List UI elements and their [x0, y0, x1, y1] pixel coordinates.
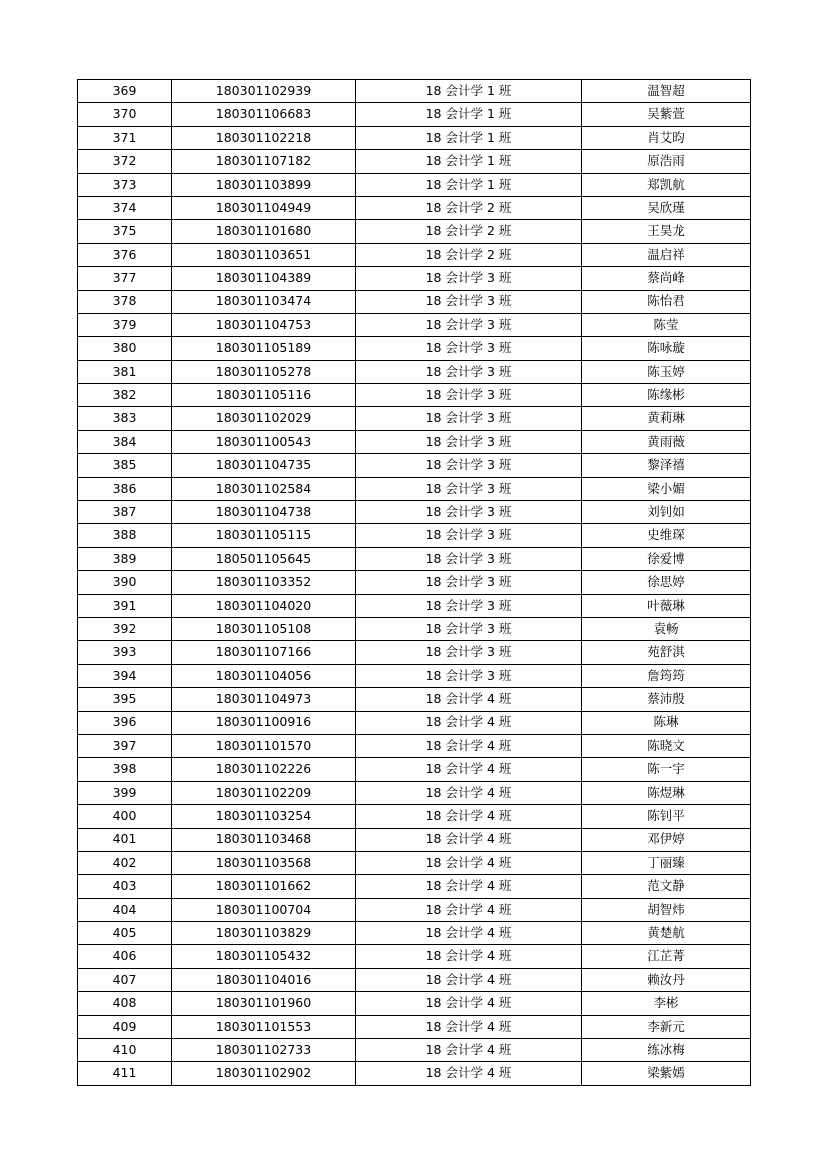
- student-name-cell: 苑舒淇: [582, 641, 751, 664]
- table-row: [78, 384, 751, 407]
- student-id-cell: 180301107182: [172, 150, 356, 173]
- student-id-cell: 180301103474: [172, 290, 356, 313]
- class-name-cell: 18 会计学 3 班: [356, 337, 582, 360]
- row-number-cell: 371: [78, 126, 172, 149]
- class-name-cell: 18 会计学 1 班: [356, 103, 582, 126]
- student-name-cell: 温启祥: [582, 243, 751, 266]
- student-name-cell: 陈一宇: [582, 758, 751, 781]
- row-number-cell: 394: [78, 664, 172, 687]
- class-name-cell: 18 会计学 2 班: [356, 220, 582, 243]
- student-name-cell: 陈琳: [582, 711, 751, 734]
- student-name-cell: 梁小媚: [582, 477, 751, 500]
- row-number-cell: 410: [78, 1039, 172, 1062]
- class-name-cell: 18 会计学 3 班: [356, 313, 582, 336]
- student-name-cell: 吴欣瑾: [582, 196, 751, 219]
- table-row: [78, 828, 751, 851]
- student-id-cell: 180301103254: [172, 805, 356, 828]
- table-row: [78, 617, 751, 640]
- student-id-cell: 180301103651: [172, 243, 356, 266]
- student-name-cell: 梁紫嫣: [582, 1062, 751, 1085]
- row-number-cell: 393: [78, 641, 172, 664]
- student-id-cell: 180301101553: [172, 1015, 356, 1038]
- student-name-cell: 刘钊如: [582, 501, 751, 524]
- row-number-cell: 399: [78, 781, 172, 804]
- table-row: [78, 547, 751, 570]
- student-id-cell: 180301105115: [172, 524, 356, 547]
- table-row: [78, 337, 751, 360]
- table-row: [78, 664, 751, 687]
- student-id-cell: 180301105108: [172, 617, 356, 640]
- table-row: [78, 922, 751, 945]
- class-name-cell: 18 会计学 2 班: [356, 196, 582, 219]
- student-id-cell: 180501105645: [172, 547, 356, 570]
- class-name-cell: 18 会计学 3 班: [356, 664, 582, 687]
- student-name-cell: 郑凯航: [582, 173, 751, 196]
- table-row: [78, 758, 751, 781]
- student-id-cell: 180301104389: [172, 267, 356, 290]
- row-number-cell: 405: [78, 922, 172, 945]
- table-row: [78, 851, 751, 874]
- student-id-cell: 180301100916: [172, 711, 356, 734]
- student-id-cell: 180301107166: [172, 641, 356, 664]
- table-row: [78, 126, 751, 149]
- class-name-cell: 18 会计学 4 班: [356, 688, 582, 711]
- class-name-cell: 18 会计学 1 班: [356, 126, 582, 149]
- row-number-cell: 406: [78, 945, 172, 968]
- row-number-cell: 380: [78, 337, 172, 360]
- student-name-cell: 王昊龙: [582, 220, 751, 243]
- class-name-cell: 18 会计学 3 班: [356, 477, 582, 500]
- student-name-cell: 丁丽臻: [582, 851, 751, 874]
- student-id-cell: 180301104020: [172, 594, 356, 617]
- row-number-cell: 401: [78, 828, 172, 851]
- student-name-cell: 范文静: [582, 875, 751, 898]
- student-name-cell: 徐爱博: [582, 547, 751, 570]
- roster-body: [78, 80, 751, 1086]
- student-name-cell: 陈咏璇: [582, 337, 751, 360]
- table-row: [78, 524, 751, 547]
- table-row: [78, 641, 751, 664]
- table-row: [78, 805, 751, 828]
- class-name-cell: 18 会计学 3 班: [356, 430, 582, 453]
- row-number-cell: 391: [78, 594, 172, 617]
- student-name-cell: 邓伊婷: [582, 828, 751, 851]
- student-id-cell: 180301101680: [172, 220, 356, 243]
- row-number-cell: 407: [78, 968, 172, 991]
- row-number-cell: 392: [78, 617, 172, 640]
- table-row: [78, 501, 751, 524]
- row-number-cell: 403: [78, 875, 172, 898]
- table-row: [78, 360, 751, 383]
- student-name-cell: 陈玉婷: [582, 360, 751, 383]
- table-row: [78, 173, 751, 196]
- student-id-cell: 180301100704: [172, 898, 356, 921]
- table-row: [78, 196, 751, 219]
- table-row: [78, 992, 751, 1015]
- table-row: [78, 945, 751, 968]
- row-number-cell: 383: [78, 407, 172, 430]
- student-id-cell: 180301104735: [172, 454, 356, 477]
- student-name-cell: 李彬: [582, 992, 751, 1015]
- student-id-cell: 180301102902: [172, 1062, 356, 1085]
- student-id-cell: 180301102029: [172, 407, 356, 430]
- class-name-cell: 18 会计学 3 班: [356, 571, 582, 594]
- student-name-cell: 詹筠筠: [582, 664, 751, 687]
- class-name-cell: 18 会计学 3 班: [356, 524, 582, 547]
- table-row: [78, 313, 751, 336]
- class-name-cell: 18 会计学 4 班: [356, 1015, 582, 1038]
- student-name-cell: 陈晓文: [582, 734, 751, 757]
- table-row: [78, 875, 751, 898]
- table-row: [78, 711, 751, 734]
- table-row: [78, 430, 751, 453]
- class-name-cell: 18 会计学 4 班: [356, 922, 582, 945]
- table-row: [78, 290, 751, 313]
- row-number-cell: 375: [78, 220, 172, 243]
- table-row: [78, 968, 751, 991]
- class-name-cell: 18 会计学 1 班: [356, 173, 582, 196]
- student-name-cell: 陈怡君: [582, 290, 751, 313]
- table-row: [78, 103, 751, 126]
- row-number-cell: 373: [78, 173, 172, 196]
- class-name-cell: 18 会计学 3 班: [356, 594, 582, 617]
- student-id-cell: 180301105432: [172, 945, 356, 968]
- student-id-cell: 180301105278: [172, 360, 356, 383]
- student-name-cell: 蔡尚峰: [582, 267, 751, 290]
- student-id-cell: 180301102939: [172, 80, 356, 103]
- row-number-cell: 386: [78, 477, 172, 500]
- row-number-cell: 374: [78, 196, 172, 219]
- row-number-cell: 382: [78, 384, 172, 407]
- class-name-cell: 18 会计学 4 班: [356, 805, 582, 828]
- table-row: [78, 80, 751, 103]
- table-row: [78, 150, 751, 173]
- class-name-cell: 18 会计学 4 班: [356, 851, 582, 874]
- student-id-cell: 180301102733: [172, 1039, 356, 1062]
- row-number-cell: 400: [78, 805, 172, 828]
- class-name-cell: 18 会计学 1 班: [356, 150, 582, 173]
- row-number-cell: 408: [78, 992, 172, 1015]
- student-id-cell: 180301101662: [172, 875, 356, 898]
- row-number-cell: 384: [78, 430, 172, 453]
- class-name-cell: 18 会计学 3 班: [356, 384, 582, 407]
- row-number-cell: 387: [78, 501, 172, 524]
- class-name-cell: 18 会计学 1 班: [356, 80, 582, 103]
- student-name-cell: 黎泽禧: [582, 454, 751, 477]
- table-row: [78, 571, 751, 594]
- row-number-cell: 396: [78, 711, 172, 734]
- table-row: [78, 734, 751, 757]
- student-id-cell: 180301103352: [172, 571, 356, 594]
- class-name-cell: 18 会计学 4 班: [356, 945, 582, 968]
- class-name-cell: 18 会计学 3 班: [356, 267, 582, 290]
- student-id-cell: 180301105189: [172, 337, 356, 360]
- row-number-cell: 395: [78, 688, 172, 711]
- class-name-cell: 18 会计学 4 班: [356, 1062, 582, 1085]
- row-number-cell: 390: [78, 571, 172, 594]
- class-name-cell: 18 会计学 4 班: [356, 758, 582, 781]
- row-number-cell: 411: [78, 1062, 172, 1085]
- student-name-cell: 吴紫萱: [582, 103, 751, 126]
- student-name-cell: 李新元: [582, 1015, 751, 1038]
- student-id-cell: 180301103899: [172, 173, 356, 196]
- row-number-cell: 379: [78, 313, 172, 336]
- student-id-cell: 180301106683: [172, 103, 356, 126]
- table-row: [78, 454, 751, 477]
- student-id-cell: 180301100543: [172, 430, 356, 453]
- student-id-cell: 180301102226: [172, 758, 356, 781]
- student-name-cell: 练冰梅: [582, 1039, 751, 1062]
- student-id-cell: 180301102218: [172, 126, 356, 149]
- student-id-cell: 180301104738: [172, 501, 356, 524]
- table-row: [78, 267, 751, 290]
- row-number-cell: 402: [78, 851, 172, 874]
- table-row: [78, 243, 751, 266]
- row-number-cell: 369: [78, 80, 172, 103]
- student-name-cell: 原浩雨: [582, 150, 751, 173]
- student-id-cell: 180301101570: [172, 734, 356, 757]
- class-name-cell: 18 会计学 3 班: [356, 617, 582, 640]
- table-row: [78, 1062, 751, 1085]
- student-name-cell: 黄雨薇: [582, 430, 751, 453]
- row-number-cell: 398: [78, 758, 172, 781]
- student-name-cell: 胡智炜: [582, 898, 751, 921]
- class-name-cell: 18 会计学 2 班: [356, 243, 582, 266]
- row-number-cell: 409: [78, 1015, 172, 1038]
- class-name-cell: 18 会计学 4 班: [356, 875, 582, 898]
- student-id-cell: 180301103829: [172, 922, 356, 945]
- row-number-cell: 404: [78, 898, 172, 921]
- class-name-cell: 18 会计学 4 班: [356, 898, 582, 921]
- student-name-cell: 肖艾昀: [582, 126, 751, 149]
- student-id-cell: 180301102584: [172, 477, 356, 500]
- student-id-cell: 180301102209: [172, 781, 356, 804]
- class-name-cell: 18 会计学 3 班: [356, 641, 582, 664]
- class-name-cell: 18 会计学 3 班: [356, 547, 582, 570]
- class-name-cell: 18 会计学 4 班: [356, 968, 582, 991]
- student-name-cell: 赖汝丹: [582, 968, 751, 991]
- row-number-cell: 397: [78, 734, 172, 757]
- student-name-cell: 蔡沛殷: [582, 688, 751, 711]
- student-id-cell: 180301104973: [172, 688, 356, 711]
- row-number-cell: 370: [78, 103, 172, 126]
- student-name-cell: 江芷菁: [582, 945, 751, 968]
- student-name-cell: 陈煜琳: [582, 781, 751, 804]
- class-name-cell: 18 会计学 3 班: [356, 454, 582, 477]
- student-name-cell: 叶薇琳: [582, 594, 751, 617]
- student-name-cell: 徐思婷: [582, 571, 751, 594]
- student-id-cell: 180301104016: [172, 968, 356, 991]
- student-id-cell: 180301103468: [172, 828, 356, 851]
- table-row: [78, 220, 751, 243]
- table-row: [78, 477, 751, 500]
- student-name-cell: 陈莹: [582, 313, 751, 336]
- class-name-cell: 18 会计学 4 班: [356, 781, 582, 804]
- student-roster-table: [77, 79, 751, 1086]
- class-name-cell: 18 会计学 4 班: [356, 1039, 582, 1062]
- row-number-cell: 385: [78, 454, 172, 477]
- class-name-cell: 18 会计学 3 班: [356, 290, 582, 313]
- row-number-cell: 377: [78, 267, 172, 290]
- student-id-cell: 180301104056: [172, 664, 356, 687]
- student-id-cell: 180301103568: [172, 851, 356, 874]
- table-row: [78, 781, 751, 804]
- row-number-cell: 376: [78, 243, 172, 266]
- class-name-cell: 18 会计学 4 班: [356, 828, 582, 851]
- student-name-cell: 黄楚航: [582, 922, 751, 945]
- class-name-cell: 18 会计学 4 班: [356, 711, 582, 734]
- class-name-cell: 18 会计学 4 班: [356, 992, 582, 1015]
- student-id-cell: 180301105116: [172, 384, 356, 407]
- table-row: [78, 407, 751, 430]
- student-name-cell: 黄莉琳: [582, 407, 751, 430]
- student-id-cell: 180301104753: [172, 313, 356, 336]
- student-name-cell: 陈钊平: [582, 805, 751, 828]
- row-number-cell: 378: [78, 290, 172, 313]
- table-row: [78, 688, 751, 711]
- student-name-cell: 袁畅: [582, 617, 751, 640]
- row-number-cell: 381: [78, 360, 172, 383]
- student-name-cell: 史维琛: [582, 524, 751, 547]
- student-name-cell: 陈缘彬: [582, 384, 751, 407]
- student-id-cell: 180301101960: [172, 992, 356, 1015]
- table-row: [78, 594, 751, 617]
- row-number-cell: 372: [78, 150, 172, 173]
- class-name-cell: 18 会计学 3 班: [356, 407, 582, 430]
- student-name-cell: 温智超: [582, 80, 751, 103]
- row-number-cell: 389: [78, 547, 172, 570]
- class-name-cell: 18 会计学 4 班: [356, 734, 582, 757]
- row-number-cell: 388: [78, 524, 172, 547]
- student-id-cell: 180301104949: [172, 196, 356, 219]
- class-name-cell: 18 会计学 3 班: [356, 360, 582, 383]
- table-row: [78, 1015, 751, 1038]
- table-row: [78, 1039, 751, 1062]
- table-row: [78, 898, 751, 921]
- class-name-cell: 18 会计学 3 班: [356, 501, 582, 524]
